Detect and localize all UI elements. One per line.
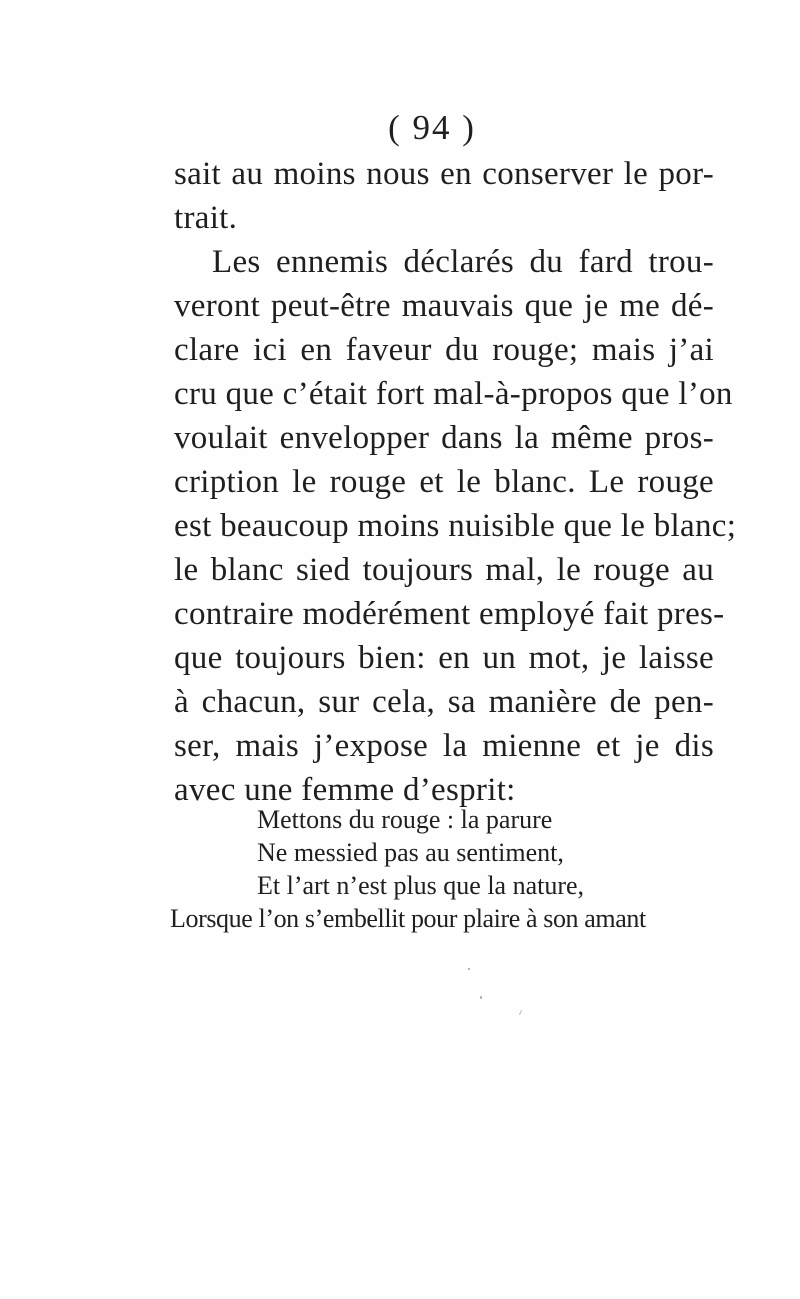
page-number: ( 94 ): [388, 108, 476, 147]
verse-line: Lorsque l’on s’embellit pour plaire à son amant: [170, 904, 646, 933]
paper-speck: [480, 996, 482, 999]
verse-line: Ne messied pas au sentiment,: [257, 838, 564, 867]
text-line: Les ennemis déclarés du fard trou-: [212, 244, 714, 280]
verse-line: Mettons du rouge : la parure: [257, 805, 553, 834]
text-line: clare ici en faveur du rouge; mais j’ai: [174, 332, 714, 368]
text-line: veront peut-être mauvais que je me dé-: [174, 288, 714, 324]
text-line: avec une femme d’esprit:: [174, 772, 516, 808]
text-line: cription le rouge et le blanc. Le rouge: [174, 464, 714, 500]
verse-quotation: [170, 803, 730, 935]
text-line: trait.: [174, 200, 238, 236]
text-line: à chacun, sur cela, sa manière de pen-: [174, 684, 714, 720]
text-line: est beaucoup moins nuisible que le blanc;: [174, 508, 737, 544]
prose-paragraphs: [174, 152, 737, 812]
verse-line: Et l’art n’est plus que la nature,: [257, 871, 585, 900]
text-line: que toujours bien: en un mot, je laisse: [174, 640, 714, 676]
text-line: cru que c’était fort mal-à-propos que l’on: [174, 376, 733, 412]
text-line: contraire modérément employé fait pres-: [174, 596, 725, 632]
paper-speck: [519, 1010, 522, 1015]
text-line: le blanc sied toujours mal, le rouge au: [174, 552, 714, 588]
text-line: voulait envelopper dans la même pros-: [174, 420, 714, 456]
paper-speck: [468, 968, 470, 970]
text-line: ser, mais j’expose la mienne et je dis: [174, 728, 714, 764]
text-line: sait au moins nous en conserver le por-: [174, 156, 714, 192]
